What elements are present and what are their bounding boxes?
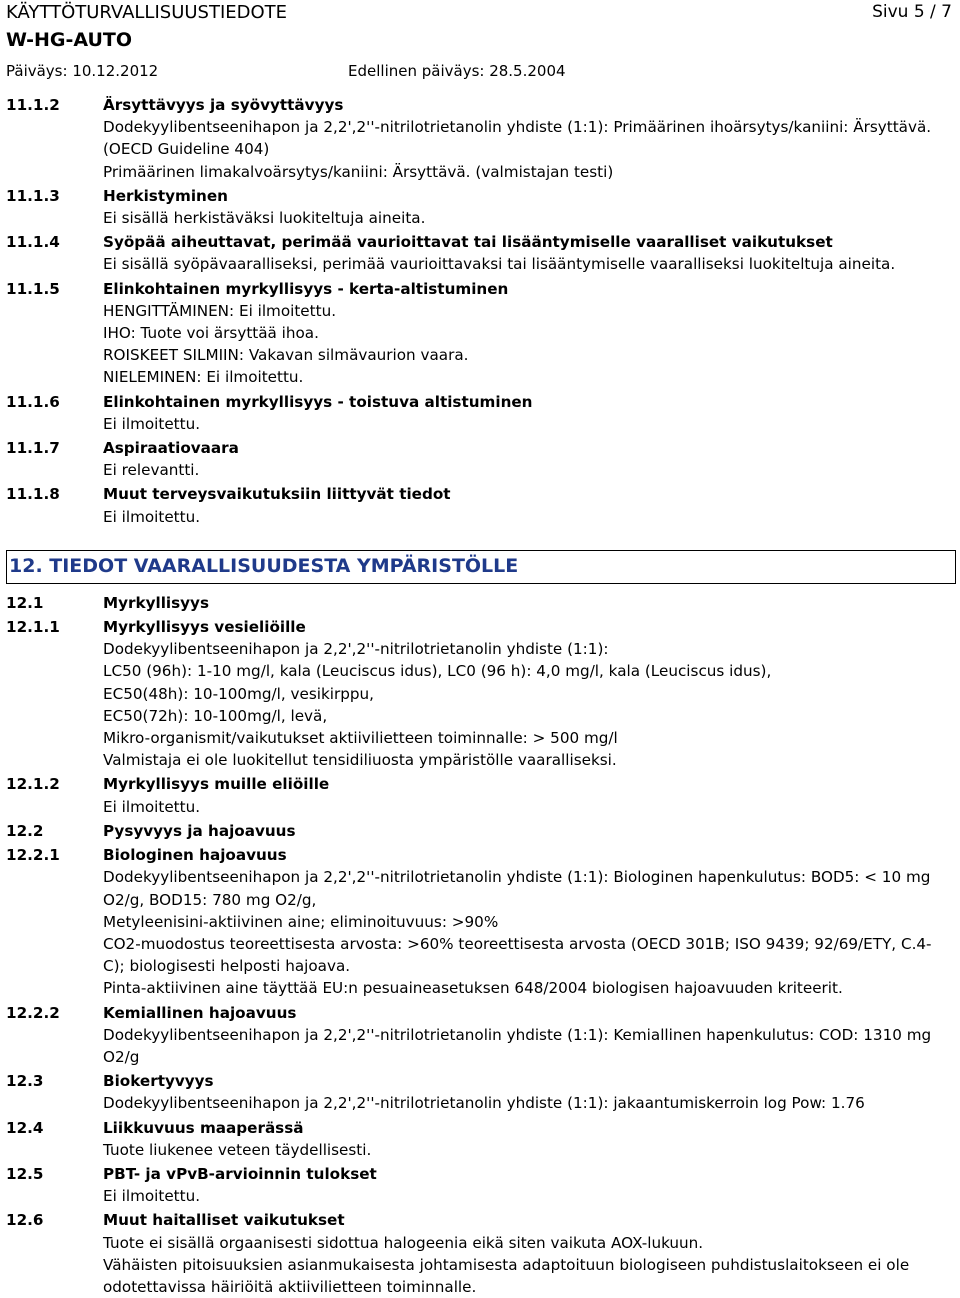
subsection-text: NIELEMINEN: Ei ilmoitettu. (103, 368, 304, 387)
subsection-text: Dodekyylibentseenihapon ja 2,2',2''-nitrilotrietanolin yhdiste (1:1): Kemiallinen hapenkulutus: COD: 1310 mg (103, 1025, 932, 1044)
subsection (6, 820, 956, 842)
subsection-text: Ei ilmoitettu. (103, 797, 201, 816)
subsection-text: odotettavissa häiriöitä aktiivilietteen toiminnalle. (103, 1277, 477, 1296)
subsection-title: Elinkohtainen myrkyllisyys - toistuva altistuminen (103, 392, 533, 411)
subsection-number: 11.1.3 (6, 186, 60, 205)
subsection (6, 844, 956, 999)
subsection-title: PBT- ja vPvB-arvioinnin tulokset (103, 1164, 377, 1183)
section-12-title: 12. TIEDOT VAARALLISUUDESTA YMPÄRISTÖLLE (9, 554, 519, 577)
subsection-text: Pinta-aktiivinen aine täyttää EU:n pesuaineasetuksen 648/2004 biologisen hajoavuuden kriteerit. (103, 979, 843, 998)
subsection-text: EC50(72h): 10-100mg/l, levä, (103, 706, 328, 725)
subsection-text: ROISKEET SILMIIN: Vakavan silmävaurion vaara. (103, 346, 469, 365)
subsection-title: Muut haitalliset vaikutukset (103, 1211, 345, 1230)
subsection-text: Vähäisten pitoisuuksien asianmukaisesta johtamisesta adaptoituun biologiseen puhdistuslaitokseen ei ole (103, 1255, 910, 1274)
subsection-title: Biologinen hajoavuus (103, 846, 287, 865)
subsection-text: Dodekyylibentseenihapon ja 2,2',2''-nitrilotrietanolin yhdiste (1:1): (103, 640, 609, 659)
subsection-text: Ei ilmoitettu. (103, 507, 201, 526)
subsection (6, 94, 956, 183)
subsection-number: 12.4 (6, 1118, 44, 1137)
subsection-number: 12.2 (6, 821, 44, 840)
subsection-number: 12.6 (6, 1211, 44, 1230)
subsection (6, 1070, 956, 1114)
subsection-text: Ei relevantti. (103, 461, 200, 480)
page-number: Sivu 5 / 7 (872, 2, 952, 22)
subsection-title: Herkistyminen (103, 186, 228, 205)
subsection-number: 12.5 (6, 1164, 44, 1183)
subsection-number: 11.1.8 (6, 485, 60, 504)
subsection (6, 1163, 956, 1207)
subsection-text: LC50 (96h): 1-10 mg/l, kala (Leuciscus idus), LC0 (96 h): 4,0 mg/l, kala (Leuciscus idus), (103, 662, 772, 681)
subsection-text: Ei sisällä syöpävaaralliseksi, perimää vaurioittavaksi tai lisääntymiselle vaaralliseksi luokiteltuja aineita. (103, 255, 896, 274)
subsection-title: Elinkohtainen myrkyllisyys - kerta-altistuminen (103, 279, 509, 298)
subsection-number: 12.1 (6, 593, 44, 612)
subsection-number: 12.1.1 (6, 618, 60, 637)
subsection (6, 616, 956, 771)
subsection-title: Liikkuvuus maaperässä (103, 1118, 304, 1137)
subsection-number: 12.3 (6, 1072, 44, 1091)
subsection-number: 11.1.5 (6, 279, 60, 298)
document-type: KÄYTTÖTURVALLISUUSTIEDOTE (6, 2, 288, 23)
subsection-title: Pysyvyys ja hajoavuus (103, 821, 296, 840)
subsection-title: Myrkyllisyys muille eliöille (103, 775, 330, 794)
subsection-title: Kemiallinen hajoavuus (103, 1003, 297, 1022)
subsection-number: 11.1.7 (6, 439, 60, 458)
subsection-title: Muut terveysvaikutuksiin liittyvät tiedot (103, 485, 451, 504)
subsection-number: 12.2.1 (6, 846, 60, 865)
subsection-title: Biokertyvyys (103, 1072, 214, 1091)
subsection (6, 1002, 956, 1069)
subsection-text: Mikro-organismit/vaikutukset aktiivilietteen toiminnalle: > 500 mg/l (103, 729, 618, 748)
section-12-list (6, 592, 956, 1298)
subsection-text: Dodekyylibentseenihapon ja 2,2',2''-nitrilotrietanolin yhdiste (1:1): Biologinen hapenkulutus: BOD5: < 10 mg (103, 868, 931, 887)
subsection (6, 773, 956, 817)
subsection-text: Dodekyylibentseenihapon ja 2,2',2''-nitrilotrietanolin yhdiste (1:1): jakaantumiskerroin log Pow: 1.76 (103, 1094, 865, 1113)
subsection-text: CO2-muodostus teoreettisesta arvosta: >60% teoreettisesta arvosta (OECD 301B; ISO 9439; 92/69/ETY, C.4- (103, 934, 932, 953)
issue-date: Päiväys: 10.12.2012 (6, 62, 159, 80)
subsection-text: Ei ilmoitettu. (103, 414, 201, 433)
section-12-heading-band (6, 550, 956, 584)
subsection-text: Valmistaja ei ole luokitellut tensidiliuosta ympäristölle vaaralliseksi. (103, 751, 617, 770)
subsection-text: IHO: Tuote voi ärsyttää ihoa. (103, 324, 319, 343)
subsection-text: Primäärinen limakalvoärsytys/kaniini: Ärsyttävä. (valmistajan testi) (103, 162, 614, 181)
subsection-text: Tuote ei sisällä orgaanisesti sidottua halogeenia eikä siten vaikuta AOX-lukuun. (103, 1233, 704, 1252)
subsection-title: Myrkyllisyys vesieliöille (103, 618, 306, 637)
subsection-text: Metyleenisini-aktiivinen aine; eliminoituvuus: >90% (103, 912, 499, 931)
subsection-title: Aspiraatiovaara (103, 439, 239, 458)
subsection-number: 12.2.2 (6, 1003, 60, 1022)
subsection-title: Ärsyttävyys ja syövyttävyys (103, 96, 344, 114)
subsection (6, 437, 956, 481)
subsection-number: 11.1.4 (6, 233, 60, 252)
subsection-number: 11.1.2 (6, 96, 60, 114)
subsection-text: (OECD Guideline 404) (103, 140, 270, 159)
subsection-text: O2/g (103, 1047, 140, 1066)
subsection-text: Ei ilmoitettu. (103, 1187, 201, 1206)
subsection (6, 1117, 956, 1161)
subsection (6, 1209, 956, 1298)
subsection (6, 483, 956, 527)
subsection-text: Ei sisällä herkistäväksi luokiteltuja aineita. (103, 209, 426, 228)
subsection (6, 185, 956, 229)
document-body (6, 94, 956, 1298)
subsection-number: 12.1.2 (6, 775, 60, 794)
previous-date: Edellinen päiväys: 28.5.2004 (348, 62, 566, 80)
subsection (6, 231, 956, 275)
section-11-list (6, 94, 956, 528)
product-name: W-HG-AUTO (6, 29, 133, 51)
subsection-text: EC50(48h): 10-100mg/l, vesikirppu, (103, 684, 374, 703)
subsection-text: Dodekyylibentseenihapon ja 2,2',2''-nitrilotrietanolin yhdiste (1:1): Primäärinen ihoärsytys/kaniini: Ärsyttävä. (103, 118, 932, 137)
subsection-text: C); biologisesti helposti hajoava. (103, 957, 351, 976)
subsection-title: Syöpää aiheuttavat, perimää vaurioittavat tai lisääntymiselle vaaralliset vaikutukset (103, 233, 833, 252)
subsection (6, 391, 956, 435)
subsection-number: 11.1.6 (6, 392, 60, 411)
subsection (6, 278, 956, 389)
subsection-text: Tuote liukenee veteen täydellisesti. (103, 1140, 372, 1159)
subsection-text: O2/g, BOD15: 780 mg O2/g, (103, 890, 317, 909)
subsection-title: Myrkyllisyys (103, 593, 210, 612)
subsection (6, 592, 956, 614)
subsection-text: HENGITTÄMINEN: Ei ilmoitettu. (103, 301, 337, 320)
